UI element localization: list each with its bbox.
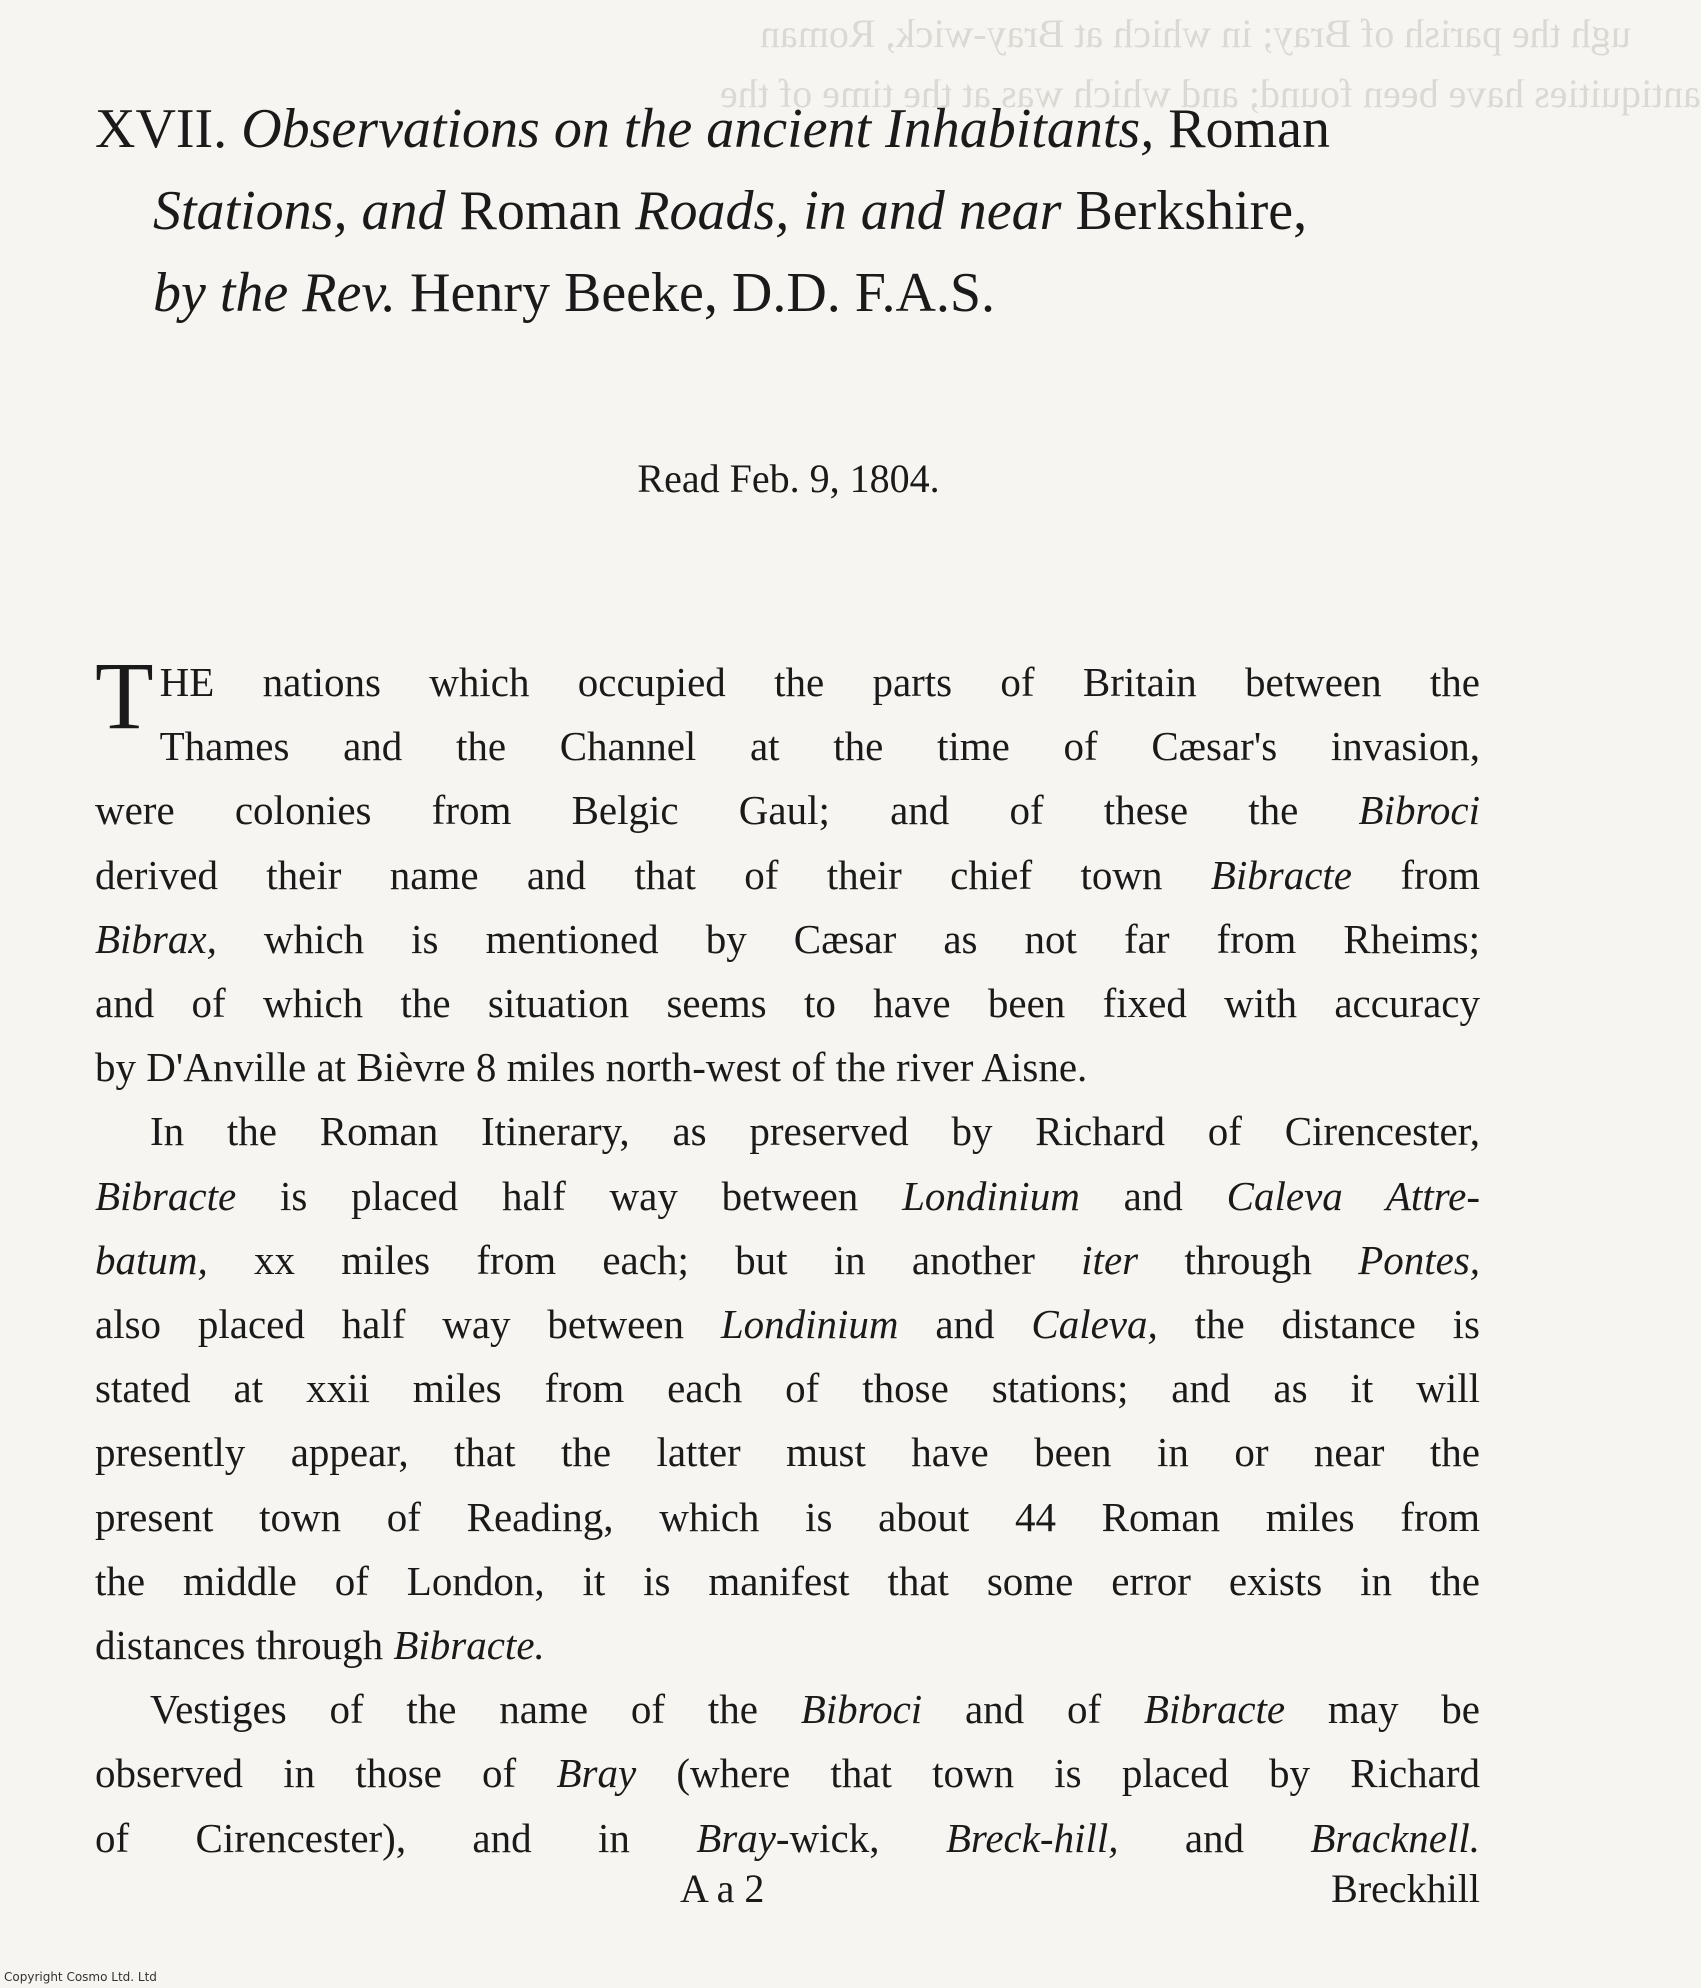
text-line: by D'Anville at Bièvre 8 miles north-west of the river Aisne.	[95, 1044, 1088, 1091]
text-line: of Cirencester), and in Bray-wick, Breck-hill, and Bracknell.	[95, 1814, 1481, 1861]
text-line: were colonies from Belgic Gaul; and of these the Bibroci	[95, 787, 1480, 834]
text-line: batum, xx miles from each; but in another iter through Pontes,	[95, 1236, 1481, 1283]
title-italic: Observations on the ancient Inhabitants,	[241, 98, 1155, 160]
title-roman: Roman	[1168, 98, 1330, 160]
copyright-notice: Copyright Cosmo Ltd. Ltd	[4, 1970, 157, 1984]
title-author: Henry Beeke, D.D. F.A.S.	[410, 262, 996, 324]
drop-cap: T	[95, 642, 154, 749]
text-line: also placed half way between Londinium and Caleva, the distance is	[95, 1301, 1481, 1348]
text-line: the middle of London, it is manifest that some error exists in the	[95, 1557, 1480, 1604]
text-line: Bibrax, which is mentioned by Cæsar as not far from Rheims;	[95, 915, 1480, 962]
text-line: observed in those of Bray (where that town is placed by Richard	[95, 1750, 1481, 1797]
paragraph-1	[95, 642, 1481, 1099]
title-number: XVII.	[95, 98, 228, 160]
body-text	[95, 642, 1481, 1870]
title-italic: by the Rev.	[153, 262, 397, 324]
read-date: Read Feb. 9, 1804.	[637, 456, 940, 501]
text-line: HE nations which occupied the parts of Britain between the	[159, 659, 1480, 705]
text-line: stated at xxii miles from each of those stations; and as it will	[95, 1365, 1480, 1412]
text-line: derived their name and that of their chief town Bibracte from	[95, 851, 1481, 898]
text-line: presently appear, that the latter must have been in or near the	[95, 1429, 1480, 1476]
text-line: Bibracte is placed half way between Londinium and Caleva Attre-	[95, 1172, 1480, 1219]
paragraph-3	[95, 1677, 1480, 1870]
text-line: Thames and the Channel at the time of Cæsar's invasion,	[159, 723, 1480, 770]
catchword: Breckhill	[1331, 1866, 1480, 1911]
text-line: distances through Bibracte.	[95, 1622, 545, 1669]
text-line: and of which the situation seems to have been fixed with accuracy	[95, 980, 1480, 1027]
title-roman: Roman	[459, 180, 622, 242]
show-through-text: antiquities have been found; and which was at the time of the	[720, 71, 1701, 116]
text-line: Vestiges of the name of the Bibroci and of Bibracte may be	[150, 1686, 1480, 1733]
title-italic: Stations, and	[153, 180, 446, 242]
page-footer	[95, 1865, 1480, 1915]
article-title	[95, 88, 1485, 334]
paragraph-2	[95, 1099, 1480, 1677]
signature-mark: A a 2	[680, 1866, 765, 1911]
text-line: In the Roman Itinerary, as preserved by Richard of Cirencester,	[150, 1108, 1480, 1155]
title-italic: Roads, in and near	[635, 180, 1062, 242]
show-through-text: ugh the parish of Bray; in which at Bray-wick, Roman	[760, 11, 1631, 56]
text-line: present town of Reading, which is about 44 Roman miles from	[95, 1493, 1480, 1540]
title-roman: Berkshire,	[1075, 180, 1308, 242]
